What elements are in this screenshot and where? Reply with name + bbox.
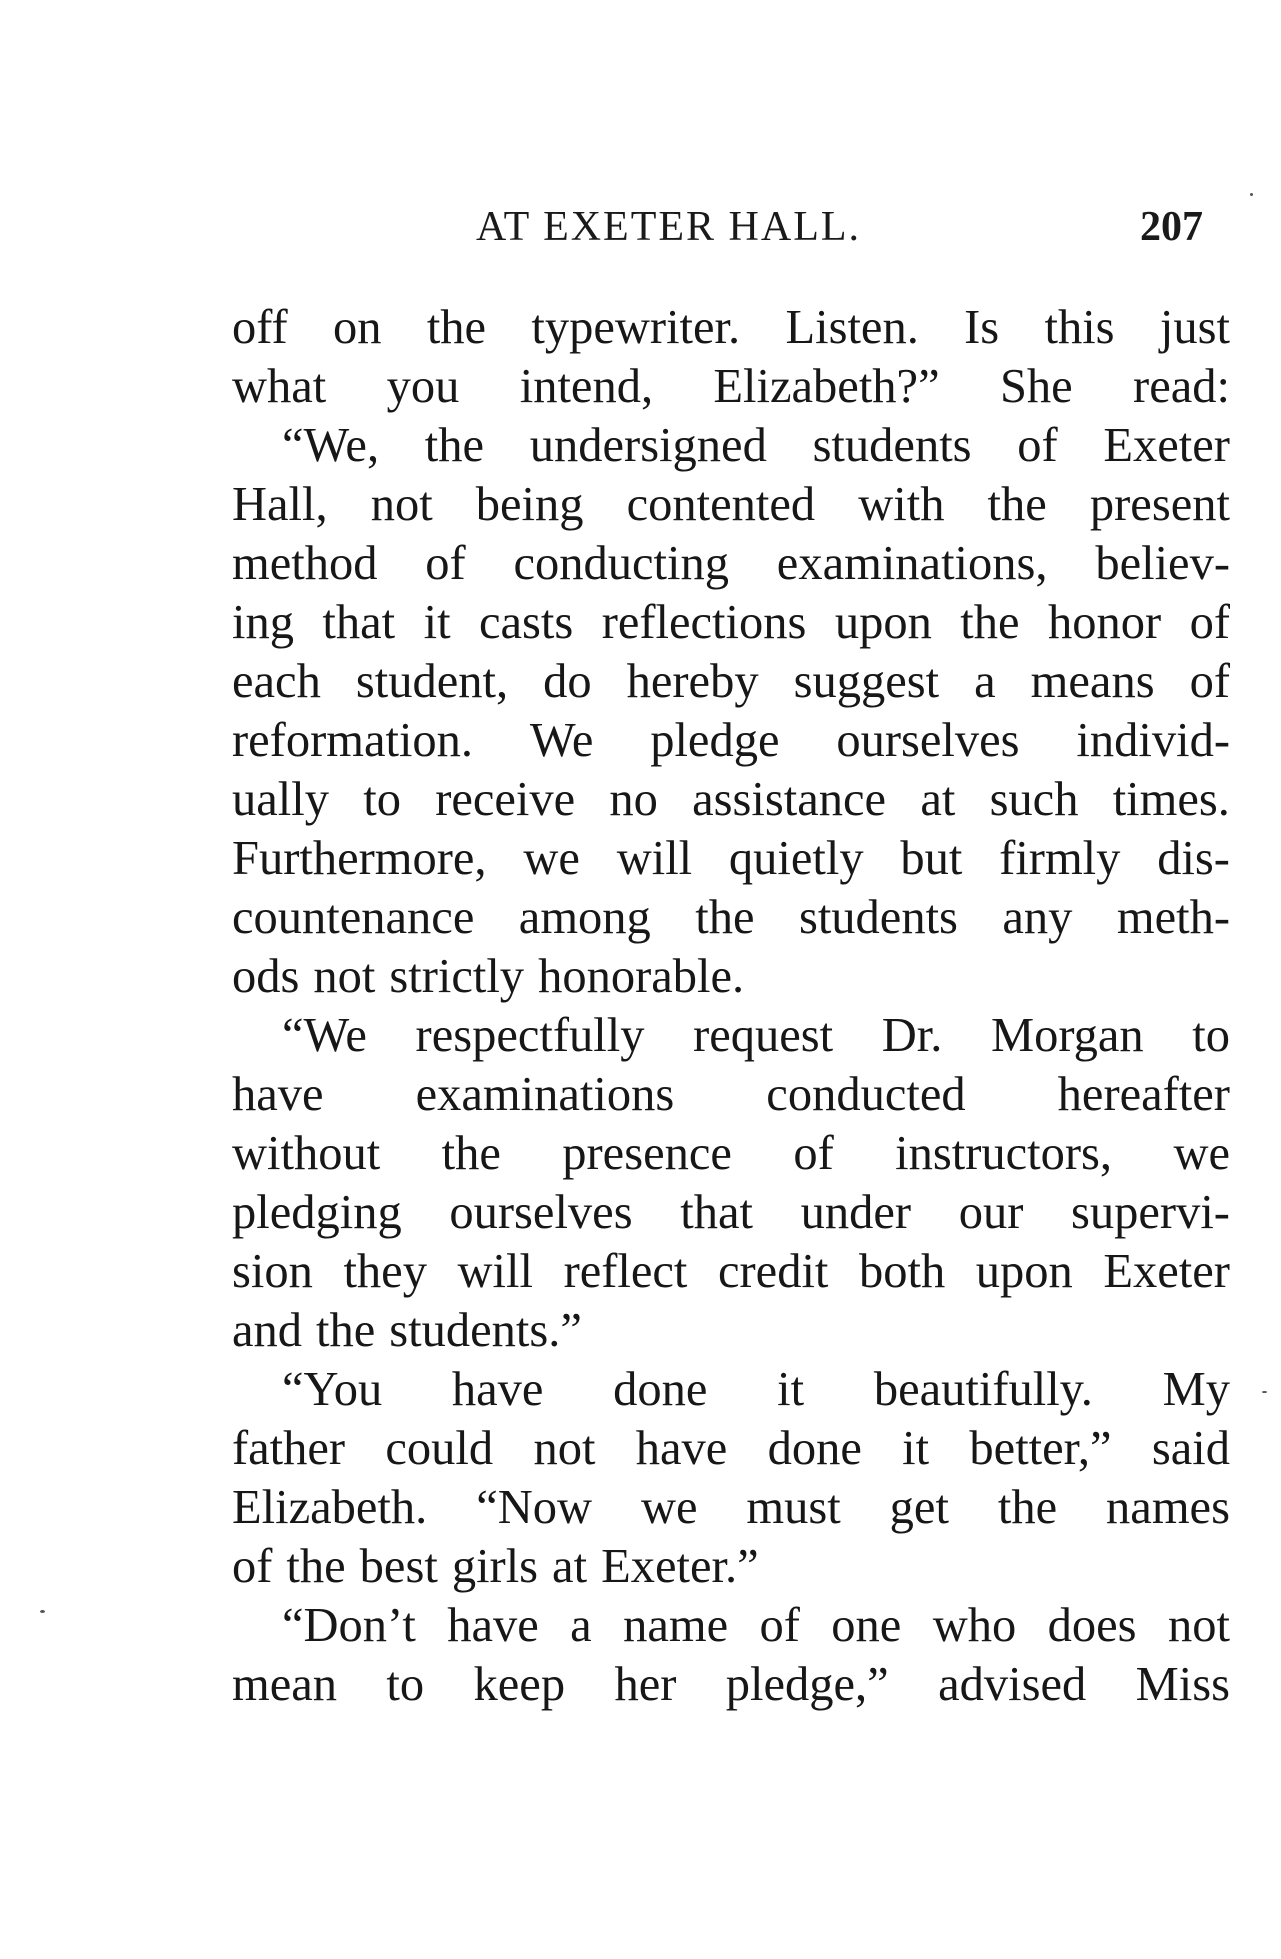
word: undersigned [529, 419, 767, 472]
word: quietly [728, 832, 864, 885]
word: of [793, 1127, 834, 1180]
text-line [232, 1537, 1230, 1596]
word: it [902, 1422, 930, 1475]
text-line [232, 1124, 1230, 1183]
word: and [232, 1304, 303, 1357]
word: ually [232, 773, 329, 826]
word: instructors, [895, 1127, 1113, 1180]
word: students.” [389, 1304, 582, 1357]
word: the [426, 301, 487, 354]
word: means [1030, 655, 1155, 708]
text-line [232, 416, 1230, 475]
word: “Now [476, 1481, 593, 1534]
word: the [286, 1540, 346, 1593]
text-line [232, 1478, 1230, 1537]
word: Exeter [1103, 1245, 1230, 1298]
text-line [232, 1360, 1230, 1419]
word: individ- [1076, 714, 1230, 767]
word: Elizabeth?” [713, 360, 940, 413]
word: that [322, 596, 396, 649]
word: present [1089, 478, 1230, 531]
word: students [798, 891, 958, 944]
word: reflections [601, 596, 807, 649]
word: have [451, 1363, 544, 1416]
word: supervi- [1071, 1186, 1230, 1239]
word: countenance [232, 891, 475, 944]
word: but [900, 832, 963, 885]
word: beautifully. [873, 1363, 1093, 1416]
text-line [232, 770, 1230, 829]
word: to [1192, 1009, 1230, 1062]
word: among [518, 891, 651, 944]
word: at [920, 773, 956, 826]
word: a [570, 1599, 592, 1652]
word: presence [562, 1127, 732, 1180]
word: do [543, 655, 592, 708]
word: have [232, 1068, 324, 1121]
word: done [767, 1422, 862, 1475]
word: off [232, 301, 288, 354]
word: get [889, 1481, 949, 1534]
word: typewriter. [531, 301, 741, 354]
word: not [370, 478, 433, 531]
word: My [1162, 1363, 1230, 1416]
text-line [232, 711, 1230, 770]
word: does [1047, 1599, 1137, 1652]
word: the [997, 1481, 1058, 1534]
word: done [613, 1363, 708, 1416]
word: honor [1047, 596, 1162, 649]
word: of [425, 537, 466, 590]
word: being [475, 478, 584, 531]
word: examinations [415, 1068, 675, 1121]
word: strictly [389, 950, 525, 1003]
word: the [987, 478, 1047, 531]
word: firmly [999, 832, 1121, 885]
word: to [363, 773, 401, 826]
word: girls [451, 1540, 539, 1593]
word: you [386, 360, 460, 413]
word: that [680, 1186, 753, 1239]
word: have [447, 1599, 539, 1652]
word: We [529, 714, 594, 767]
word: no [609, 773, 658, 826]
word: one [831, 1599, 902, 1652]
word: Exeter.” [601, 1540, 759, 1593]
word: father [232, 1422, 346, 1475]
word: method [232, 537, 378, 590]
word: any [1002, 891, 1073, 944]
word: what [232, 360, 327, 413]
word: receive [435, 773, 576, 826]
word: “Don’t [282, 1599, 416, 1652]
word: not [313, 950, 376, 1003]
word: Listen. [785, 301, 919, 354]
word: “We [282, 1009, 367, 1062]
word: meth- [1116, 891, 1230, 944]
word: who [932, 1599, 1017, 1652]
page-number: 207 [1140, 204, 1203, 250]
word: the [316, 1304, 376, 1357]
page-header [0, 203, 1281, 263]
word: we [640, 1481, 698, 1534]
word: of [1189, 655, 1230, 708]
word: advised [938, 1658, 1087, 1711]
word: pledging [232, 1186, 402, 1239]
word: Miss [1135, 1658, 1230, 1711]
word: suggest [793, 655, 940, 708]
word: have [635, 1422, 728, 1475]
word: Exeter [1103, 419, 1230, 472]
word: hereafter [1057, 1068, 1230, 1121]
text-line [232, 1655, 1230, 1714]
word: better,” [969, 1422, 1112, 1475]
word: said [1151, 1422, 1230, 1475]
text-line [232, 534, 1230, 593]
word: both [858, 1245, 946, 1298]
word: best [359, 1540, 438, 1593]
word: ing [232, 596, 294, 649]
word: upon [834, 596, 932, 649]
word: not [533, 1422, 596, 1475]
print-speck [40, 1610, 45, 1613]
text-line [232, 1596, 1230, 1655]
word: conducting [513, 537, 729, 590]
word: it [423, 596, 451, 649]
body-text [232, 298, 1230, 1714]
word: respectfully [415, 1009, 645, 1062]
print-speck [1250, 193, 1253, 196]
word: to [386, 1658, 425, 1711]
word: will [616, 832, 693, 885]
word: we [1173, 1127, 1230, 1180]
text-line [232, 593, 1230, 652]
word: examinations, [776, 537, 1048, 590]
text-line [232, 947, 1230, 1006]
word: each [232, 655, 321, 708]
word: a [974, 655, 996, 708]
text-line [232, 1006, 1230, 1065]
text-line [232, 1065, 1230, 1124]
text-line [232, 652, 1230, 711]
word: with [858, 478, 945, 531]
word: of [232, 1540, 273, 1593]
word: times. [1112, 773, 1230, 826]
print-speck [1262, 1391, 1267, 1393]
word: they [343, 1245, 427, 1298]
word: Dr. [881, 1009, 943, 1062]
word: not [1167, 1599, 1230, 1652]
word: on [333, 301, 382, 354]
word: “You [282, 1363, 383, 1416]
word: Is [964, 301, 1000, 354]
word: read: [1133, 360, 1230, 413]
word: the [695, 891, 755, 944]
word: honorable. [538, 950, 745, 1003]
word: of [759, 1599, 800, 1652]
text-line [232, 1419, 1230, 1478]
word: Furthermore, [232, 832, 487, 885]
word: the [424, 419, 485, 472]
word: names [1106, 1481, 1230, 1534]
text-line [232, 475, 1230, 534]
word: ourselves [836, 714, 1020, 767]
word: of [1189, 596, 1230, 649]
word: pledge,” [725, 1658, 889, 1711]
word: Elizabeth. [232, 1481, 428, 1534]
word: reflect [563, 1245, 688, 1298]
word: intend, [519, 360, 654, 413]
running-title: AT EXETER HALL. [476, 204, 862, 250]
word: student, [355, 655, 509, 708]
word: without [232, 1127, 381, 1180]
word: our [958, 1186, 1024, 1239]
text-line [232, 298, 1230, 357]
word: such [989, 773, 1079, 826]
text-line [232, 1301, 1230, 1360]
word: will [457, 1245, 533, 1298]
text-line [232, 357, 1230, 416]
word: contented [626, 478, 816, 531]
word: pledge [650, 714, 780, 767]
word: this [1044, 301, 1115, 354]
word: credit [717, 1245, 829, 1298]
text-line [232, 829, 1230, 888]
word: name [623, 1599, 729, 1652]
word: the [960, 596, 1020, 649]
word: reformation. [232, 714, 474, 767]
word: under [800, 1186, 912, 1239]
word: the [441, 1127, 501, 1180]
word: She [999, 360, 1073, 413]
word: believ- [1095, 537, 1230, 590]
word: hereby [626, 655, 759, 708]
word: “We, [282, 419, 380, 472]
word: just [1159, 301, 1230, 354]
word: we [523, 832, 580, 885]
word: could [385, 1422, 494, 1475]
word: sion [232, 1245, 313, 1298]
word: assistance [692, 773, 887, 826]
word: request [693, 1009, 834, 1062]
word: conducted [766, 1068, 966, 1121]
word: ods [232, 950, 300, 1003]
word: Hall, [232, 478, 328, 531]
word: students [812, 419, 972, 472]
word: mean [232, 1658, 338, 1711]
word: casts [478, 596, 574, 649]
text-line [232, 1183, 1230, 1242]
word: ourselves [449, 1186, 633, 1239]
word: her [614, 1658, 677, 1711]
word: of [1017, 419, 1058, 472]
word: at [552, 1540, 588, 1593]
word: keep [473, 1658, 566, 1711]
word: upon [975, 1245, 1073, 1298]
word: must [746, 1481, 841, 1534]
text-line [232, 888, 1230, 947]
word: dis- [1157, 832, 1230, 885]
word: Morgan [990, 1009, 1144, 1062]
word: it [777, 1363, 805, 1416]
text-line [232, 1242, 1230, 1301]
